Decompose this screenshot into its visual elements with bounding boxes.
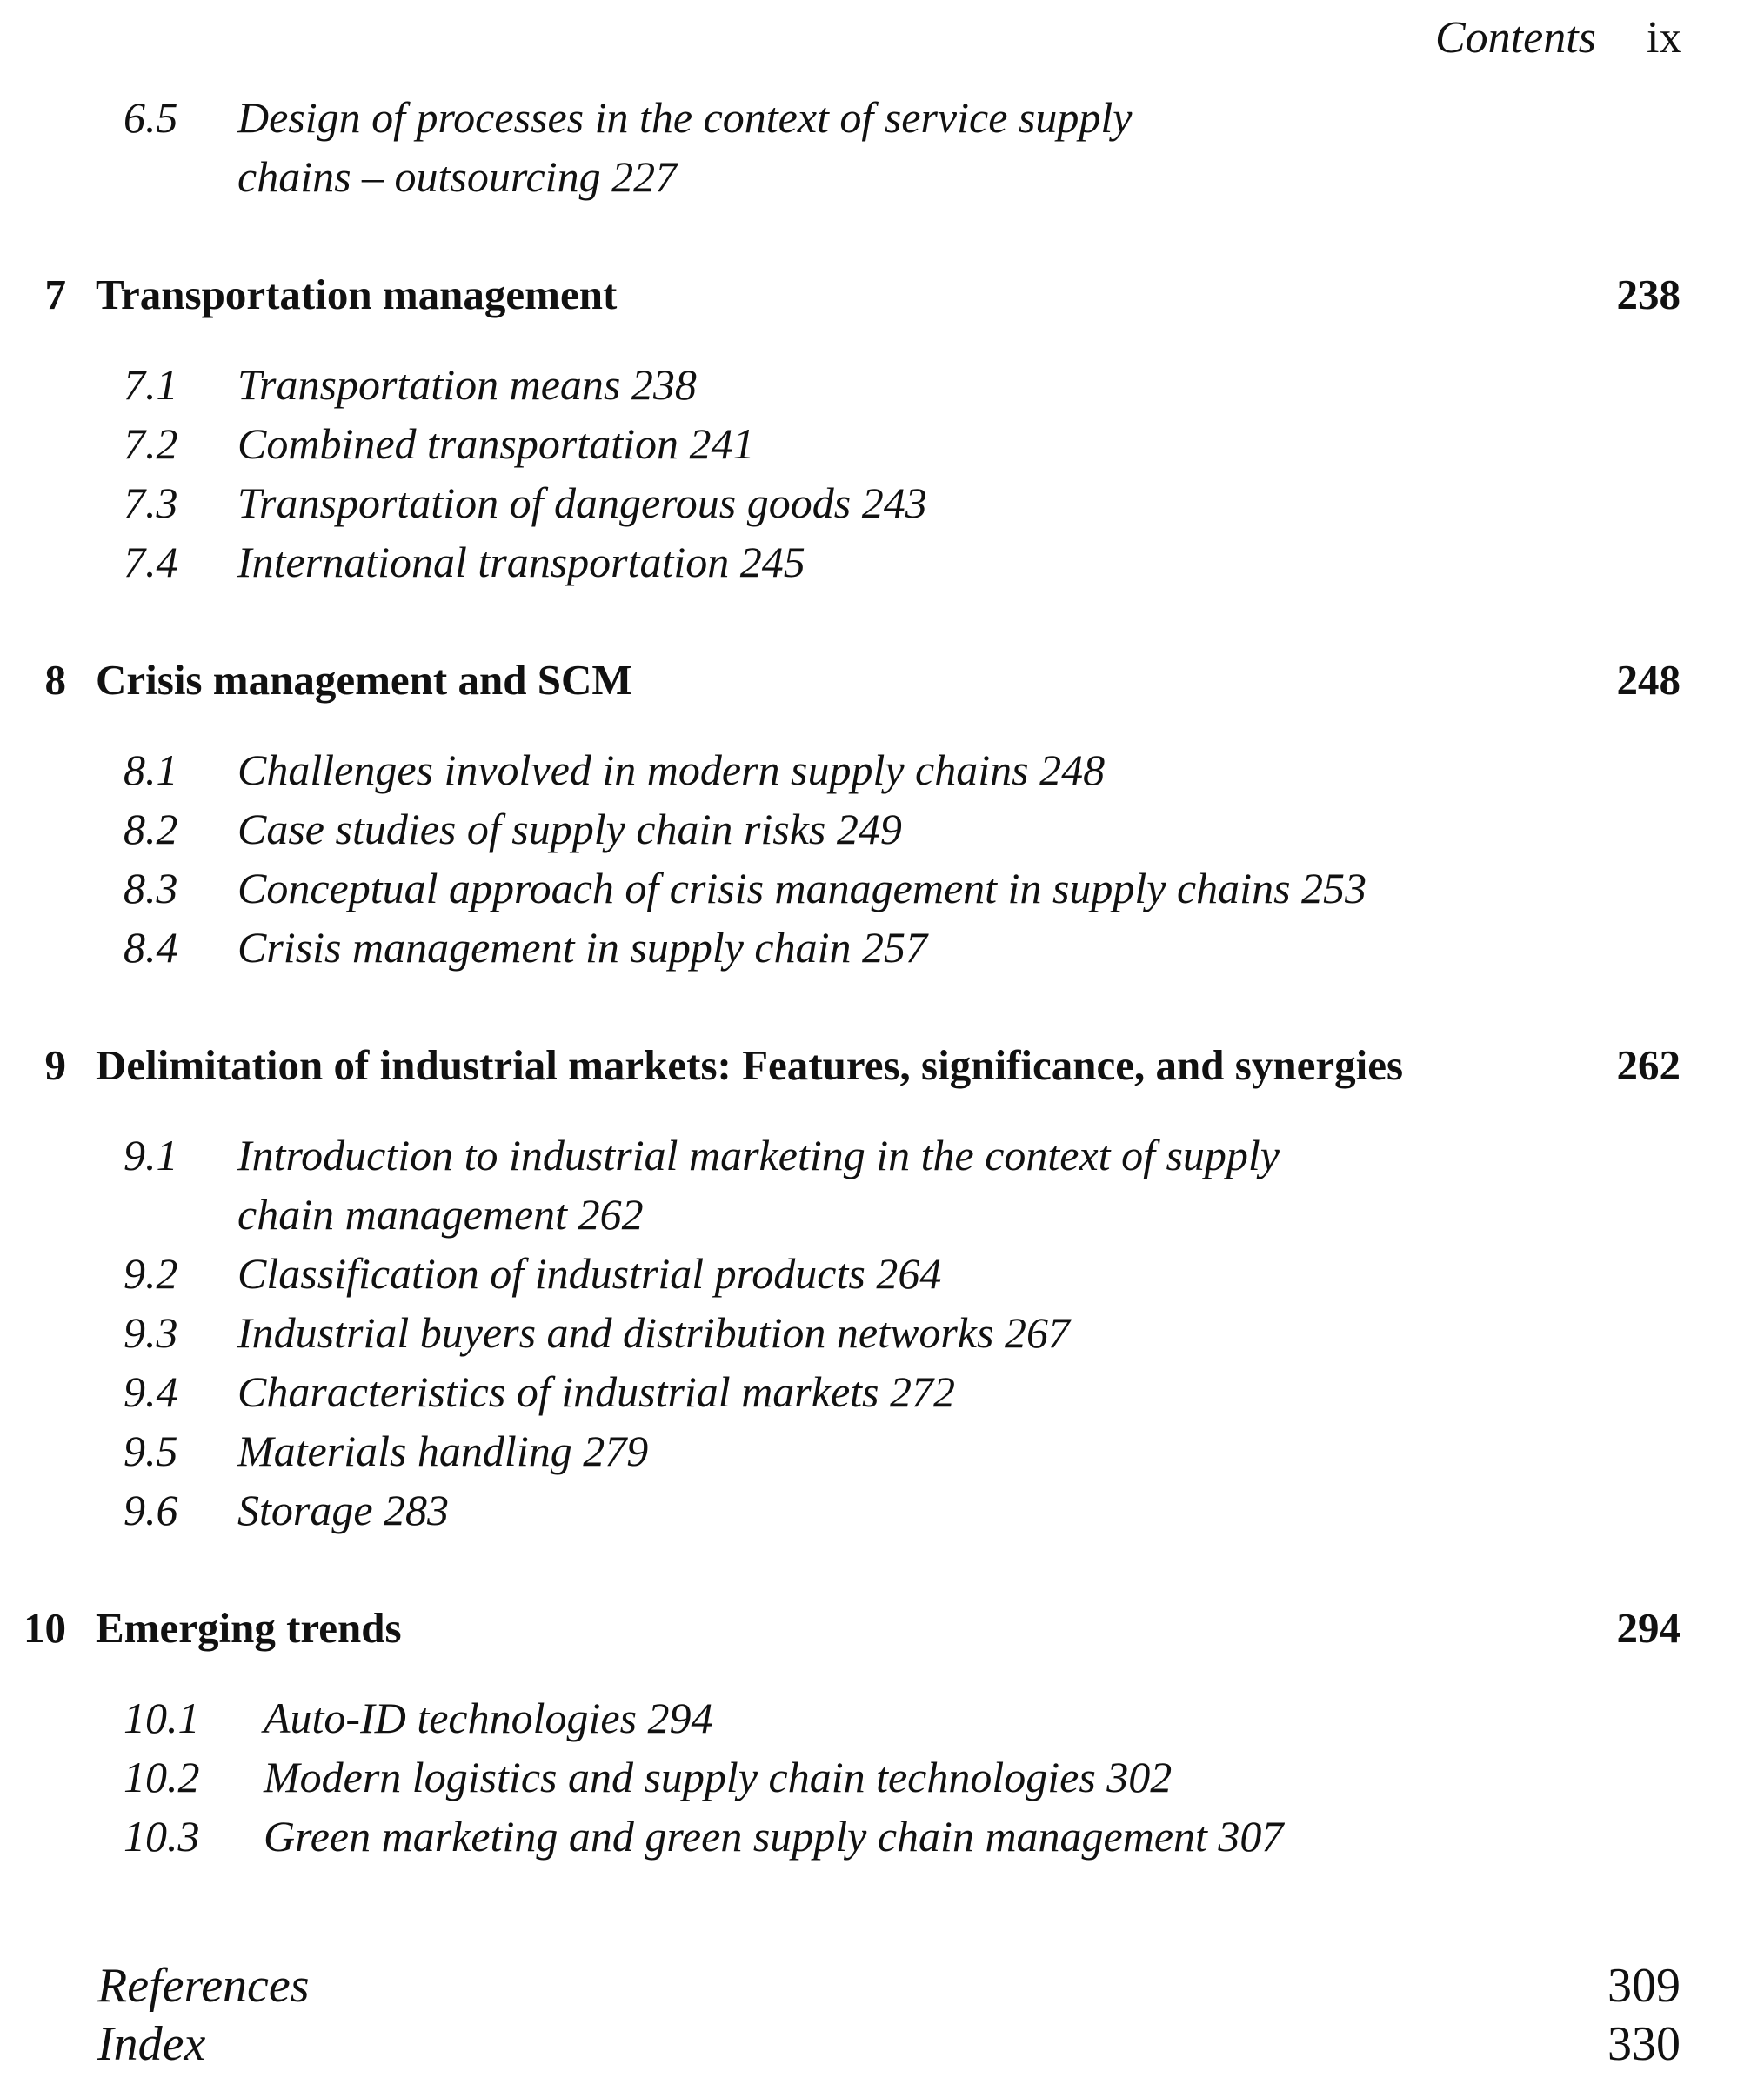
section-title: Crisis management in supply chain 257: [237, 923, 928, 972]
back-matter-title: References: [97, 1959, 310, 2013]
back-matter-page: 309: [1607, 1959, 1680, 2013]
chapter-title: Transportation management: [96, 271, 618, 318]
section-number: 7.2: [124, 419, 178, 468]
section-number: 8.2: [124, 805, 178, 853]
chapter-page: 294: [1616, 1604, 1680, 1652]
section-title: Storage 283: [237, 1486, 450, 1534]
section-title: International transportation 245: [237, 538, 805, 586]
section-title: Modern logistics and supply chain technologies 302: [264, 1753, 1173, 1801]
back-matter-title: Index: [97, 2017, 206, 2071]
chapter-number: 7: [44, 271, 66, 318]
page-number: ix: [1647, 13, 1682, 63]
section-title: Transportation means 238: [237, 360, 697, 409]
section-title: Green marketing and green supply chain management 307: [264, 1812, 1284, 1861]
section-title: Characteristics of industrial markets 272: [237, 1367, 955, 1416]
section-number: 8.3: [124, 864, 178, 912]
section-number: 7.3: [124, 478, 178, 527]
section-title: Industrial buyers and distribution networks 267: [237, 1308, 1070, 1357]
section-title: Introduction to industrial marketing in the context of supply: [237, 1131, 1280, 1179]
section-title: Materials handling 279: [237, 1427, 649, 1475]
section-number: 10.2: [124, 1753, 200, 1801]
section-number: 9.1: [124, 1131, 178, 1179]
back-matter-page: 330: [1607, 2017, 1680, 2071]
chapter-number: 9: [44, 1041, 66, 1089]
chapter-title: Crisis management and SCM: [96, 656, 632, 704]
section-number: 9.5: [124, 1427, 178, 1475]
section-number: 8.1: [124, 745, 178, 794]
section-number: 6.5: [124, 93, 178, 142]
chapter-page: 262: [1616, 1041, 1680, 1089]
section-title: Classification of industrial products 264: [237, 1249, 942, 1298]
section-number: 9.3: [124, 1308, 178, 1357]
chapter-page: 248: [1616, 656, 1680, 704]
section-title: Case studies of supply chain risks 249: [237, 805, 902, 853]
section-title: Design of processes in the context of service supply: [237, 93, 1133, 142]
section-title: Transportation of dangerous goods 243: [237, 478, 927, 527]
section-number: 7.4: [124, 538, 178, 586]
running-header-title: Contents: [1435, 13, 1596, 63]
chapter-title: Emerging trends: [96, 1604, 402, 1652]
section-title: Combined transportation 241: [237, 419, 755, 468]
section-number: 10.3: [124, 1812, 200, 1861]
section-number: 10.1: [124, 1694, 200, 1742]
section-title: Conceptual approach of crisis management in supply chains 253: [237, 864, 1367, 912]
section-title: Challenges involved in modern supply chains 248: [237, 745, 1106, 794]
section-title-continued: chain management 262: [237, 1190, 644, 1239]
section-number: 9.6: [124, 1486, 178, 1534]
chapter-page: 238: [1616, 271, 1680, 318]
section-number: 9.2: [124, 1249, 178, 1298]
chapter-number: 10: [23, 1604, 66, 1652]
chapter-title: Delimitation of industrial markets: Features, significance, and synergies: [96, 1041, 1404, 1089]
section-title-continued: chains – outsourcing 227: [237, 152, 678, 201]
section-number: 7.1: [124, 360, 178, 409]
section-title: Auto-ID technologies 294: [264, 1694, 713, 1742]
section-number: 9.4: [124, 1367, 178, 1416]
chapter-number: 8: [44, 656, 66, 704]
section-number: 8.4: [124, 923, 178, 972]
